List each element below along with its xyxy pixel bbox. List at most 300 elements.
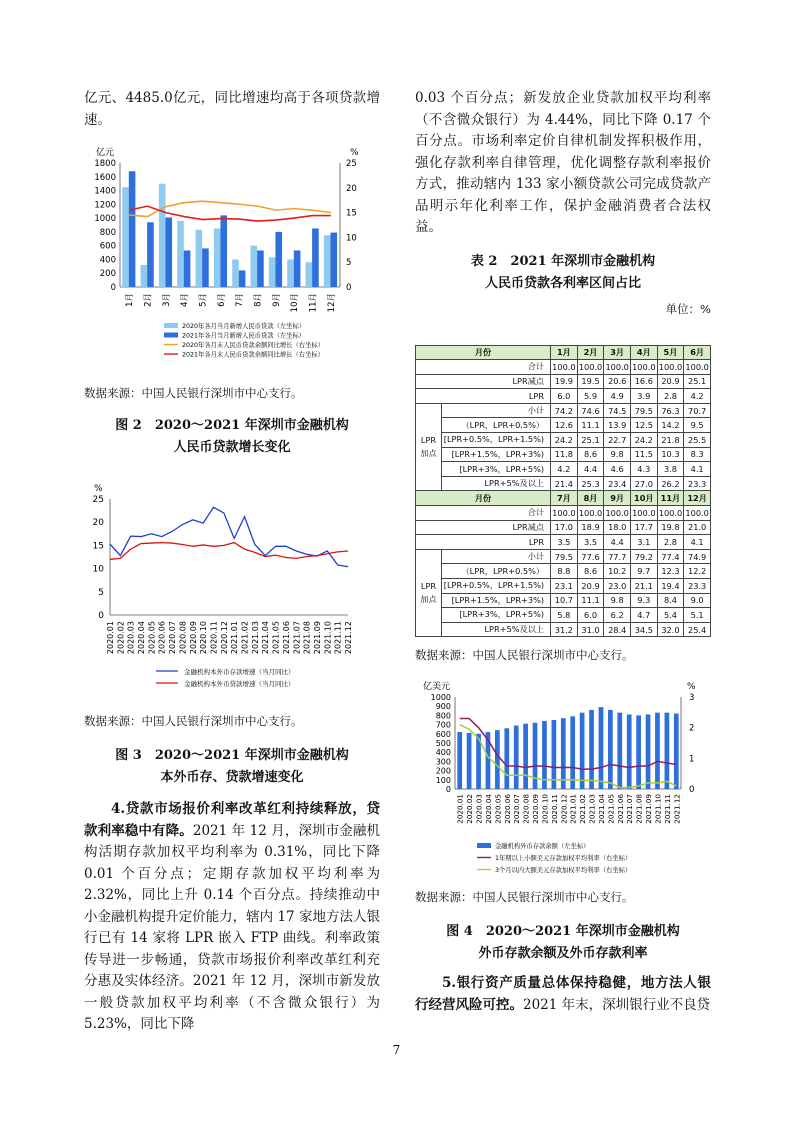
fig2-xtick: 4月 (180, 293, 191, 307)
table-row-label: [LPR+3%，LPR+5%) (442, 608, 551, 623)
figure-3-caption-line1: 图 3 2020～2021 年深圳市金融机构 (115, 748, 349, 763)
table-cell: 100.0 (551, 360, 578, 375)
fig2-ytick-left: 600 (99, 241, 116, 252)
table-cell: 5.4 (657, 608, 684, 623)
table-header-cell: 12月 (684, 491, 711, 506)
fig3-ytick: 20 (92, 518, 104, 529)
table-cell: 25.1 (684, 374, 711, 389)
table-row-label: LPR+5%及以上 (442, 476, 551, 491)
table-cell: 100.0 (631, 360, 658, 375)
table-cell: 100.0 (657, 506, 684, 521)
figure-4-chart (415, 679, 711, 881)
table-cell: 4.2 (551, 462, 578, 477)
table-cell: 6.0 (551, 389, 578, 404)
table-cell: 31.2 (551, 622, 578, 637)
table-row (416, 593, 711, 608)
fig2-bar (165, 217, 172, 287)
fig4-xtick: 2021.05 (606, 794, 616, 825)
table-cell: 8.6 (577, 447, 604, 462)
fig2-ytick-left: 1600 (94, 172, 116, 183)
fig4-legend-label: 1年期以上小额美元存款加权平均利率（右坐标） (495, 855, 632, 863)
table-cell: 24.2 (551, 433, 578, 448)
fig2-bar (214, 228, 221, 287)
table-cell: 4.6 (604, 462, 631, 477)
table-cell: 18.0 (604, 520, 631, 535)
fig4-bar (599, 707, 604, 789)
table-cell: 5.9 (577, 389, 604, 404)
fig2-ytick-right: 5 (346, 258, 352, 269)
figure-4-caption-line2: 外币存款余额及外币存款利率 (478, 946, 648, 962)
table-header-cell: 10月 (631, 491, 658, 506)
fig4-xtick: 2021.07 (625, 794, 635, 825)
table-cell: 19.8 (657, 520, 684, 535)
table-cell: 23.3 (684, 579, 711, 594)
table-header-cell: 月份 (416, 491, 551, 506)
fig4-ytick-left: 500 (435, 739, 451, 749)
fig2-legend-label: 2020年各月当月新增人民币贷款（左坐标） (182, 323, 306, 330)
table-cell: 2.8 (657, 389, 684, 404)
left-column (84, 88, 380, 1036)
fig4-xtick: 2021.11 (662, 794, 672, 825)
table-row (416, 360, 711, 375)
fig4-xtick: 2020.09 (531, 794, 541, 825)
fig2-xtick: 9月 (271, 293, 282, 307)
figure-3-source: 数据来源：中国人民银行深圳市中心支行。 (84, 714, 303, 728)
fig4-ytick-right: 1 (689, 754, 695, 765)
fig2-xtick: 1月 (125, 293, 136, 307)
table-cell: 20.9 (577, 579, 604, 594)
table-row-label: LPR+5%及以上 (442, 622, 551, 637)
table-cell: 10.2 (604, 564, 631, 579)
fig3-xtick: 2020.09 (188, 621, 198, 655)
fig4-bar (467, 733, 472, 789)
fig2-ytick-left: 0 (110, 283, 116, 293)
fig2-bar (312, 228, 319, 287)
table-cell: 8.4 (657, 593, 684, 608)
table-cell: 27.0 (631, 476, 658, 491)
table-cell: 100.0 (604, 506, 631, 521)
table-cell: 4.3 (631, 462, 658, 477)
table-cell: 100.0 (551, 506, 578, 521)
fig2-bar (141, 265, 148, 287)
fig4-ytick-left: 400 (435, 748, 451, 758)
fig2-xtick: 11月 (308, 293, 319, 313)
figure-3-caption-line2: 本外币存、贷款增速变化 (160, 770, 304, 785)
right-intro-paragraph: 0.03 个百分点；新发放企业贷款加权平均利率（不含微众银行）为 4.44%，同比下降 0.17 个百分点。市场利率定价自律机制发挥积极作用，强化存款利率自律管理，优化调整存款利率报价方式，推动辖内 133 家小额贷款公司完成贷款产品明示年化利率工作，保护金融消费者合法权益。 (415, 90, 711, 235)
fig3-ytick: 5 (98, 587, 104, 598)
fig2-legend-label: 2020年各月末人民币贷款余额同比增长（右坐标） (182, 342, 324, 349)
fig4-bar (646, 715, 651, 790)
fig4-right-unit: % (687, 682, 696, 693)
fig3-series-line (110, 507, 348, 566)
fig2-ytick-right: 0 (346, 283, 352, 293)
fig2-ytick-left: 1200 (94, 200, 116, 211)
table-row-label: LPR (416, 389, 551, 404)
fig3-xtick: 2020.07 (168, 621, 178, 655)
table-cell: 23.1 (551, 579, 578, 594)
table-cell: 74.5 (604, 403, 631, 418)
fig2-xtick: 6月 (216, 293, 227, 307)
figure-2-caption-line1: 图 2 2020～2021 年深圳市金融机构 (115, 418, 349, 433)
table-cell: 77.4 (657, 549, 684, 564)
table-header-cell: 月份 (416, 345, 551, 360)
fig2-bar (324, 235, 331, 287)
fig4-bar (514, 726, 519, 789)
table-header-cell: 7月 (551, 491, 578, 506)
fig2-bar (275, 232, 282, 287)
table-row-label: 合计 (416, 506, 551, 521)
table-row (416, 447, 711, 462)
fig3-xtick: 2021.02 (240, 621, 250, 655)
table-row-label: [LPR+0.5%，LPR+1.5%) (442, 433, 551, 448)
table-cell: 11.1 (577, 418, 604, 433)
fig2-ytick-left: 1400 (94, 186, 116, 197)
fig3-series-line (110, 543, 348, 560)
table-cell: 12.3 (657, 564, 684, 579)
fig3-xtick: 2020.08 (178, 621, 188, 655)
fig4-bar (552, 720, 557, 789)
table-cell: 24.2 (631, 433, 658, 448)
table-cell: 4.4 (577, 462, 604, 477)
fig2-ytick-left: 200 (99, 269, 116, 280)
table-2-source: 数据来源：中国人民银行深圳市中心支行。 (415, 648, 634, 663)
fig4-bar (523, 724, 528, 789)
fig4-ytick-left: 1000 (430, 693, 451, 703)
table-cell: 6.2 (604, 608, 631, 623)
section-5-paragraph (415, 973, 711, 1016)
fig4-ytick-left: 200 (435, 766, 451, 776)
fig2-ytick-right: 10 (346, 233, 357, 244)
fig4-left-unit: 亿美元 (423, 682, 451, 693)
table-row-label: LPR (416, 535, 551, 550)
table-cell: 4.7 (631, 608, 658, 623)
fig4-bar (636, 716, 641, 790)
figure-2-caption-line2: 人民币贷款增长变化 (173, 440, 291, 455)
table-row (416, 564, 711, 579)
table-cell: 100.0 (657, 360, 684, 375)
fig4-xtick: 2021.09 (644, 794, 654, 825)
fig3-xtick: 2021.07 (292, 621, 302, 655)
table-row-label: （LPR，LPR+0.5%） (442, 564, 551, 579)
table-2-caption-line1: 表 2 2021 年深圳市金融机构 (470, 253, 656, 269)
table-cell: 19.9 (551, 374, 578, 389)
fig2-xtick: 3月 (161, 293, 172, 307)
fig2-ytick-right: 25 (346, 159, 357, 169)
table-cell: 8.6 (577, 564, 604, 579)
table-cell: 9.8 (604, 593, 631, 608)
fig4-xtick: 2020.05 (493, 794, 503, 825)
fig4-ytick-left: 600 (435, 730, 451, 740)
table-row-label: [LPR+0.5%，LPR+1.5%) (442, 579, 551, 594)
fig4-ytick-left: 300 (435, 757, 451, 767)
table-cell: 21.0 (684, 520, 711, 535)
table-cell: 100.0 (577, 506, 604, 521)
fig2-xtick: 12月 (326, 293, 337, 313)
table-cell: 25.3 (577, 476, 604, 491)
table-cell: 100.0 (604, 360, 631, 375)
fig2-bar (287, 259, 294, 287)
table-cell: 17.7 (631, 520, 658, 535)
fig3-xtick: 2020.04 (137, 621, 147, 655)
fig3-xtick: 2020.01 (106, 621, 115, 655)
table-cell: 79.5 (631, 403, 658, 418)
table-cell: 3.5 (577, 535, 604, 550)
fig2-xtick: 8月 (253, 293, 264, 307)
fig4-bar (589, 710, 594, 789)
fig4-xtick: 2020.07 (512, 794, 522, 825)
table-row (416, 403, 711, 418)
fig3-ytick: 10 (92, 564, 104, 575)
fig4-xtick: 2020.12 (559, 794, 569, 825)
fig4-bar (561, 719, 566, 790)
fig3-xtick: 2021.06 (281, 621, 291, 655)
fig4-bar (627, 715, 632, 790)
table-cell: 5.8 (551, 608, 578, 623)
table-header-cell: 2月 (577, 345, 604, 360)
fig4-ytick-right: 0 (689, 785, 695, 796)
table-cell: 21.4 (551, 476, 578, 491)
table-cell: 9.3 (631, 593, 658, 608)
table-cell: 12.5 (631, 418, 658, 433)
fig4-ytick-left: 900 (435, 702, 451, 712)
fig3-xtick: 2021.04 (261, 621, 271, 655)
fig3-legend-label: 金融机构本外币贷款增速（当月同比） (184, 680, 295, 688)
table-cell: 5.1 (684, 608, 711, 623)
fig4-bar (457, 732, 462, 789)
fig4-xtick: 2021.10 (653, 794, 663, 825)
table-cell: 4.4 (604, 535, 631, 550)
fig4-xtick: 2020.10 (540, 794, 550, 825)
fig4-xtick: 2021.02 (578, 794, 588, 825)
fig4-xtick: 2020.03 (474, 794, 484, 825)
figure-4-caption (415, 921, 711, 965)
figure-4-caption-line1: 图 4 2020～2021 年深圳市金融机构 (446, 924, 680, 940)
fig4-series-line (460, 725, 677, 788)
table-cell: 23.4 (604, 476, 631, 491)
fig2-left-unit: 亿元 (96, 148, 115, 158)
fig4-ytick-right: 2 (689, 724, 695, 735)
fig3-unit: % (94, 484, 103, 494)
fig4-bar (570, 717, 575, 790)
fig2-bar (239, 270, 246, 287)
table-header-cell: 11月 (657, 491, 684, 506)
table-cell: 26.2 (657, 476, 684, 491)
table-cell: 74.2 (551, 403, 578, 418)
table-group-label: LPR 加点 (416, 549, 442, 637)
table-cell: 9.0 (684, 593, 711, 608)
intro-paragraph: 亿元、4485.0亿元，同比增速均高于各项贷款增速。 (84, 90, 380, 128)
fig4-ytick-right: 3 (689, 693, 695, 704)
fig2-ytick-left: 400 (99, 255, 116, 266)
fig2-bar (177, 221, 184, 287)
table-cell: 3.5 (551, 535, 578, 550)
fig2-ytick-right: 15 (346, 208, 357, 219)
table-cell: 8.3 (684, 447, 711, 462)
table-cell: 76.3 (657, 403, 684, 418)
table-header-cell: 9月 (604, 491, 631, 506)
table-header-row (416, 491, 711, 506)
table-cell: 4.1 (684, 535, 711, 550)
table-cell: 18.9 (577, 520, 604, 535)
fig2-ytick-left: 1000 (94, 214, 116, 225)
table-row (416, 506, 711, 521)
table-cell: 10.7 (551, 593, 578, 608)
fig4-legend-label: 金融机构外币存款余额（左坐标） (495, 843, 590, 851)
fig3-xtick: 2021.01 (230, 621, 240, 655)
table-cell: 4.2 (684, 389, 711, 404)
table-cell: 12.6 (551, 418, 578, 433)
fig3-xtick: 2020.03 (126, 621, 136, 655)
table-cell: 79.5 (551, 549, 578, 564)
table-row (416, 608, 711, 623)
fig4-bar (674, 714, 679, 789)
table-cell: 3.1 (631, 535, 658, 550)
figure-2-chart (84, 145, 380, 377)
table-cell: 34.5 (631, 622, 658, 637)
table-row (416, 520, 711, 535)
table-cell: 32.0 (657, 622, 684, 637)
table-header-cell: 3月 (604, 345, 631, 360)
table-cell: 20.6 (604, 374, 631, 389)
table-cell: 19.4 (657, 579, 684, 594)
fig3-xtick: 2021.12 (344, 621, 353, 655)
fig4-xtick: 2021.12 (672, 794, 682, 825)
fig4-bar (495, 730, 500, 789)
fig3-xtick: 2020.12 (219, 621, 229, 655)
fig2-bar (202, 248, 209, 287)
fig2-xtick: 10月 (290, 293, 301, 313)
table-cell: 77.6 (577, 549, 604, 564)
table-row-label: [LPR+1.5%，LPR+3%) (442, 447, 551, 462)
table-cell: 28.4 (604, 622, 631, 637)
fig4-ytick-left: 700 (435, 720, 451, 730)
table-2-caption-line2: 人民币贷款各利率区间占比 (484, 275, 641, 291)
table-row (416, 535, 711, 550)
table-header-cell: 5月 (657, 345, 684, 360)
fig4-xtick: 2021.08 (634, 794, 644, 825)
table-cell: 17.0 (551, 520, 578, 535)
fig2-bar (269, 257, 276, 287)
fig3-xtick: 2021.08 (302, 621, 312, 655)
table-cell: 100.0 (577, 360, 604, 375)
fig4-ytick-left: 800 (435, 711, 451, 721)
table-row-label: LPR减点 (416, 520, 551, 535)
fig2-xtick: 5月 (198, 293, 209, 307)
fig4-bar (580, 713, 585, 789)
fig3-legend-label: 金融机构本外币存款增速（当月同比） (184, 668, 295, 676)
fig4-bar (655, 713, 660, 789)
table-cell: 74.9 (684, 549, 711, 564)
fig4-bar (504, 729, 509, 790)
fig2-ytick-right: 20 (346, 183, 357, 194)
fig4-legend-swatch (477, 843, 491, 848)
table-cell: 8.8 (551, 564, 578, 579)
figure-3-chart (84, 481, 380, 699)
fig4-xtick: 2020.04 (483, 794, 493, 825)
table-header-cell: 4月 (631, 345, 658, 360)
table-row (416, 374, 711, 389)
table-cell: 9.8 (604, 447, 631, 462)
fig2-ytick-left: 800 (99, 227, 116, 238)
fig2-legend-swatch (164, 333, 178, 338)
table-row (416, 476, 711, 491)
table-header-row (416, 345, 711, 360)
table-cell: 23.0 (604, 579, 631, 594)
fig3-xtick: 2021.05 (271, 621, 281, 655)
table-cell: 79.2 (631, 549, 658, 564)
table-cell: 70.7 (684, 403, 711, 418)
fig3-ytick: 25 (92, 495, 104, 505)
fig4-ytick-left: 0 (445, 785, 451, 795)
table-cell: 100.0 (684, 506, 711, 521)
table-2-unit: 单位：% (665, 301, 711, 316)
fig2-bar (129, 171, 136, 287)
table-cell: 13.9 (604, 418, 631, 433)
section-4-title: 4.贷款市场报价利率改革红利持续释放，贷款利率稳中有降。 (84, 801, 380, 839)
table-row (416, 579, 711, 594)
fig4-legend-label: 3个月以内大额美元存款加权平均利率（右坐标） (495, 867, 632, 875)
fig2-bar (330, 233, 337, 287)
fig3-ytick: 15 (92, 541, 104, 552)
fig3-xtick: 2020.05 (147, 621, 157, 655)
table-row (416, 418, 711, 433)
table-cell: 3.9 (631, 389, 658, 404)
section-4-body: 2021 年 12 月，深圳市金融机构活期存款加权平均利率为 0.31%，同比下降 0.01 个百分点；定期存款加权平均利率为 2.32%，同比上升 0.14 个百分点。持续推动中小金融机构提升定价能力，辖内 17 家地方法人银行已有 14 家将 LPR 嵌入 FTP 曲线。利率政策传导进一步畅通，贷款市场报价利率改革红利充分惠及实体经济。2021 年 12 月，深圳市新发放一般贷款加权平均利率（不含微众银行）为 5.23%，同比下降 (84, 822, 380, 1032)
fig2-bar (196, 230, 203, 287)
fig2-bar (159, 184, 166, 287)
table-cell: 25.1 (577, 433, 604, 448)
section-4-paragraph (84, 799, 380, 1036)
fig2-bar (251, 246, 258, 287)
table-2-caption (415, 251, 711, 295)
fig2-legend-swatch (164, 323, 178, 328)
table-cell: 20.9 (657, 374, 684, 389)
table-row (416, 549, 711, 564)
table-row-label: 小计 (442, 549, 551, 564)
fig3-ytick: 0 (98, 611, 104, 621)
fig3-xtick: 2021.09 (312, 621, 322, 655)
table-cell: 14.2 (657, 418, 684, 433)
fig3-xtick: 2021.11 (333, 621, 343, 655)
table-cell: 10.3 (657, 447, 684, 462)
table-header-cell: 8月 (577, 491, 604, 506)
table-cell: 25.5 (684, 433, 711, 448)
table-group-label: LPR 加点 (416, 403, 442, 491)
fig2-bar (147, 222, 154, 287)
fig3-xtick: 2020.06 (157, 621, 167, 655)
table-cell: 77.7 (604, 549, 631, 564)
fig2-bar (122, 187, 129, 287)
table-cell: 12.2 (684, 564, 711, 579)
table-cell: 9.5 (684, 418, 711, 433)
fig2-right-unit: % (350, 148, 359, 158)
figure-2-source: 数据来源：中国人民银行深圳市中心支行。 (84, 386, 303, 400)
table-cell: 74.6 (577, 403, 604, 418)
fig2-bar (257, 250, 264, 287)
figure-3-caption (84, 745, 380, 789)
table-row (416, 462, 711, 477)
fig4-xtick: 2021.03 (587, 794, 597, 825)
table-cell: 3.8 (657, 462, 684, 477)
table-header-cell: 6月 (684, 345, 711, 360)
table-cell: 22.7 (604, 433, 631, 448)
table-cell: 21.8 (657, 433, 684, 448)
fig3-xtick: 2020.11 (209, 621, 219, 655)
table-row (416, 433, 711, 448)
fig3-xtick: 2021.03 (250, 621, 260, 655)
table-row-label: （LPR，LPR+0.5%） (442, 418, 551, 433)
table-cell: 6.0 (577, 608, 604, 623)
